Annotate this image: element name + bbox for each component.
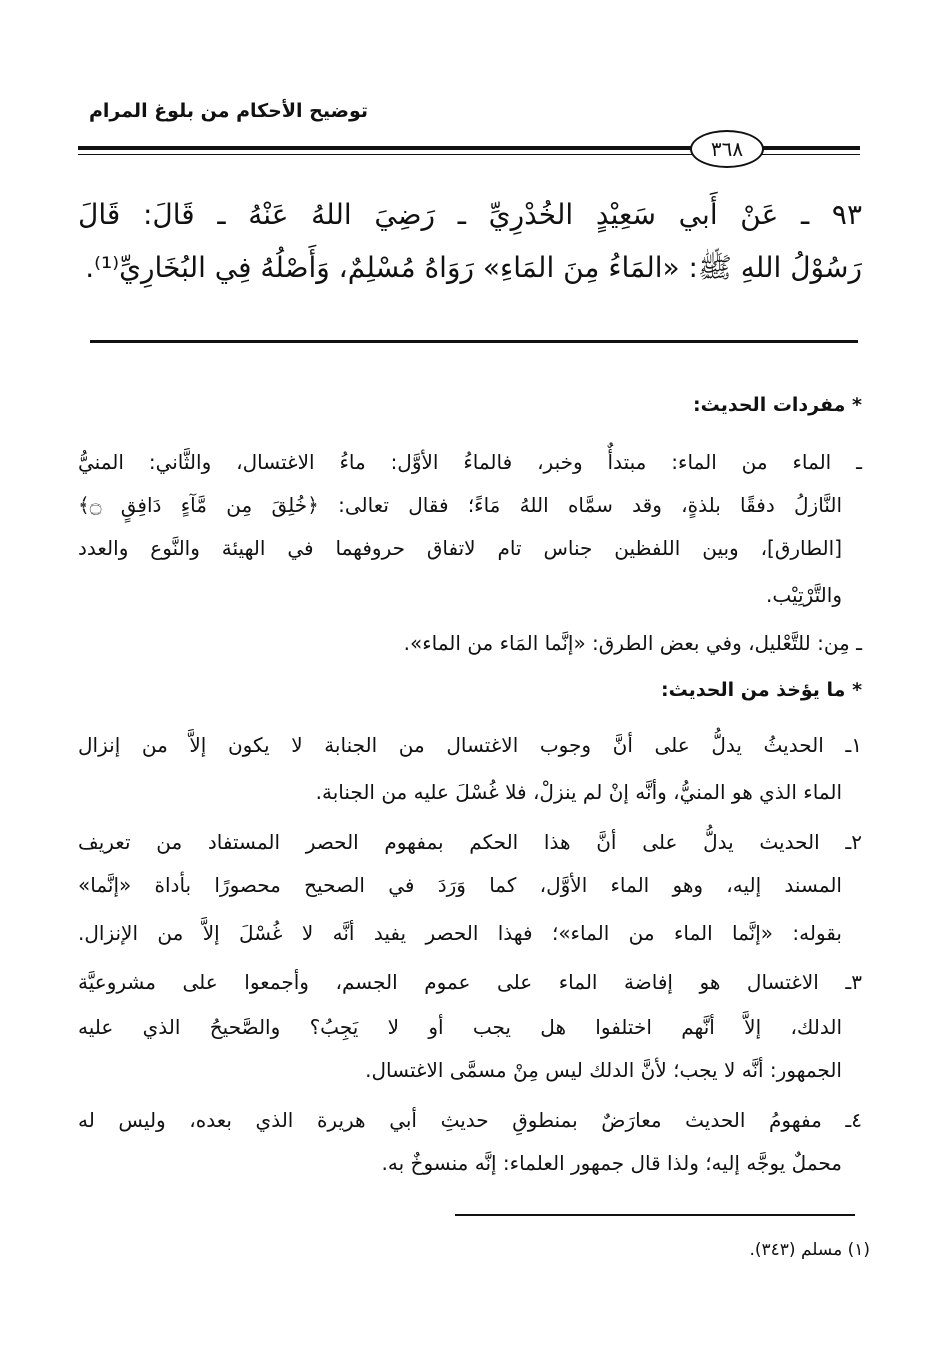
page-number: ٣٦٨ xyxy=(690,130,764,168)
lesson-line: ٣ـ الاغتسال هو إفاضة الماء على عموم الجسم، وأجمعوا على مشروعيَّة xyxy=(78,970,862,994)
vocab-line: ـ مِن: للتَّعْليل، وفي بعض الطرق: «إنَّما المَاء من الماء». xyxy=(403,631,862,655)
lesson-line: ٢ـ الحديث يدلُّ على أنَّ هذا الحكم بمفهوم الحصر المستفاد من تعريف xyxy=(78,830,862,854)
footnote-divider xyxy=(455,1214,855,1216)
vocab-line: والتَّرْتِيْب. xyxy=(766,583,842,607)
section-divider xyxy=(90,340,858,343)
vocab-line: ـ الماء من الماء: مبتدأٌ وخبر، فالماءُ الأوَّل: ماءُ الاغتسال، والثَّاني: المنيُّ xyxy=(78,450,862,474)
lesson-line: المسند إليه، وهو الماء الأوَّل، كما وَرَدَ في الصحيح محصورًا بأداة «إنَّما» xyxy=(78,873,842,897)
hadith-line: ٩٣ ـ عَنْ أَبي سَعِيْدٍ الخُدْرِيِّ ـ رَضِيَ اللهُ عَنْهُ ـ قَالَ: قَالَ xyxy=(78,198,862,231)
lesson-line: الماء الذي هو المنيُّ، وأنَّه إنْ لم ينزلْ، فلا غُسْلَ عليه من الجنابة. xyxy=(315,780,842,804)
lesson-line: ١ـ الحديثُ يدلُّ على أنَّ وجوب الاغتسال من الجنابة لا يكون إلاَّ من إنزال xyxy=(78,733,862,757)
lesson-line: ٤ـ مفهومُ الحديث معارَضٌ بمنطوقِ حديثِ أبي هريرة الذي بعده، وليس له xyxy=(78,1108,862,1132)
footnote: (١) مسلم (٣٤٣). xyxy=(749,1240,870,1260)
hadith-line: رَسُوْلُ اللهِ ﷺ: «المَاءُ مِنَ المَاءِ» رَوَاهُ مُسْلِمٌ، وَأَصْلُهُ فِي البُخَارِيِّ⁽¹⁾. xyxy=(85,251,862,284)
running-header-title: توضيح الأحكام من بلوغ المرام xyxy=(88,100,368,122)
lesson-line: بقوله: «إنَّما الماء من الماء»؛ فهذا الحصر يفيد أنَّه لا غُسْلَ إلاَّ من الإنزال. xyxy=(78,921,842,945)
vocab-line: النَّازلُ دفقًا بلذةٍ، وقد سمَّاه اللهُ مَاءً؛ فقال تعالى: ﴿خُلِقَ مِن مَّآءٍ دَافِقٍ ۝﴾ xyxy=(78,493,842,517)
section-heading-lessons: * ما يؤخذ من الحديث: xyxy=(660,679,862,701)
section-heading-vocab: * مفردات الحديث: xyxy=(693,394,862,416)
vocab-line: [الطارق]، وبين اللفظين جناس تام لاتفاق حروفهما في الهيئة والنَّوع والعدد xyxy=(78,536,842,560)
lesson-line: الجمهور: أنَّه لا يجب؛ لأنَّ الدلك ليس مِنْ مسمَّى الاغتسال. xyxy=(365,1058,842,1082)
lesson-line: محملٌ يوجَّه إليه؛ ولذا قال جمهور العلماء: إنَّه منسوخٌ به. xyxy=(381,1151,842,1175)
lesson-line: الدلك، إلاَّ أنَّهم اختلفوا هل يجب أو لا يَجِبُ؟ والصَّحيحُ الذي عليه xyxy=(78,1015,842,1039)
